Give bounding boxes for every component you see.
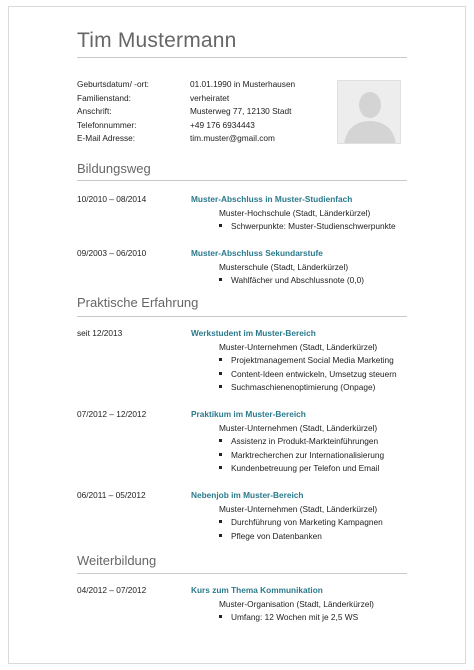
bullet-icon: [219, 453, 222, 456]
info-label: E-Mail Adresse:: [77, 133, 136, 143]
email-link[interactable]: tim.muster@gmail.com: [190, 133, 275, 143]
info-value: Musterweg 77, 12130 Stadt: [190, 106, 292, 116]
entry-title: Muster-Abschluss Sekundarstufe: [191, 248, 323, 258]
list-item: Durchführung von Marketing Kampagnen: [219, 517, 383, 528]
entry-title: Nebenjob im Muster-Bereich: [191, 490, 304, 500]
list-item: Umfang: 12 Wochen mit je 2,5 WS: [219, 612, 358, 623]
section-heading-experience: Praktische Erfahrung: [77, 295, 199, 310]
entry-date: 10/2010 – 08/2014: [77, 194, 147, 204]
list-item: Content-Ideen entwickeln, Umsetzug steuern: [219, 369, 397, 380]
list-item: Assistenz in Produkt-Markteinführungen: [219, 436, 378, 447]
entry-organization: Muster-Organisation (Stadt, Länderkürzel): [219, 599, 374, 609]
info-value: +49 176 6934443: [190, 119, 255, 130]
list-item: Pflege von Datenbanken: [219, 531, 322, 542]
info-value: 01.01.1990 in Musterhausen: [190, 79, 296, 89]
info-label: Familienstand:: [77, 92, 131, 103]
entry-date: 04/2012 – 07/2012: [77, 585, 147, 595]
bullet-icon: [219, 358, 222, 361]
bullet-icon: [219, 278, 222, 281]
entry-organization: Muster-Hochschule (Stadt, Länderkürzel): [219, 208, 371, 218]
list-item: Marktrecherchen zur Internationalisierung: [219, 450, 384, 461]
bullet-icon: [219, 439, 222, 442]
list-item: Suchmaschienenoptimierung (Onpage): [219, 382, 375, 393]
entry-date: seit 12/2013: [77, 328, 123, 338]
entry-date: 07/2012 – 12/2012: [77, 409, 147, 419]
entry-title: Kurs zum Thema Kommunikation: [191, 585, 323, 595]
section-divider: [77, 316, 407, 317]
info-label: Anschrift:: [77, 106, 112, 116]
entry-date: 09/2003 – 06/2010: [77, 248, 147, 258]
list-item: Projektmanagement Social Media Marketing: [219, 355, 394, 366]
entry-title: Muster-Abschluss in Muster-Studienfach: [191, 194, 353, 204]
section-heading-education: Bildungsweg: [77, 161, 151, 176]
section-heading-training: Weiterbildung: [77, 553, 157, 568]
section-divider: [77, 180, 407, 181]
list-item: Wahlfächer und Abschlussnote (0,0): [219, 275, 364, 286]
entry-organization: Musterschule (Stadt, Länderkürzel): [219, 262, 349, 272]
list-item: Schwerpunkte: Muster-Studienschwerpunkte: [219, 221, 396, 232]
bullet-icon: [219, 224, 222, 227]
bullet-icon: [219, 385, 222, 388]
entry-title: Werkstudent im Muster-Bereich: [191, 328, 316, 338]
entry-title: Praktikum im Muster-Bereich: [191, 409, 306, 419]
entry-date: 06/2011 – 05/2012: [77, 490, 146, 500]
person-silhouette-icon: [337, 80, 401, 144]
bullet-icon: [219, 615, 222, 618]
list-item: Kundenbetreuung per Telefon und Email: [219, 463, 379, 474]
entry-organization: Muster-Unternehmen (Stadt, Länderkürzel): [219, 504, 378, 514]
bullet-icon: [219, 372, 222, 375]
name-divider: [77, 57, 407, 58]
info-value: verheiratet: [190, 92, 230, 103]
bullet-icon: [219, 534, 222, 537]
entry-organization: Muster-Unternehmen (Stadt, Länderkürzel): [219, 342, 378, 352]
bullet-icon: [219, 466, 222, 469]
person-name: Tim Mustermann: [77, 29, 237, 52]
entry-organization: Muster-Unternehmen (Stadt, Länderkürzel): [219, 423, 378, 433]
info-label: Geburtsdatum/ -ort:: [77, 79, 149, 89]
bullet-icon: [219, 520, 222, 523]
section-divider: [77, 573, 407, 574]
info-label: Telefonnummer:: [77, 119, 137, 130]
